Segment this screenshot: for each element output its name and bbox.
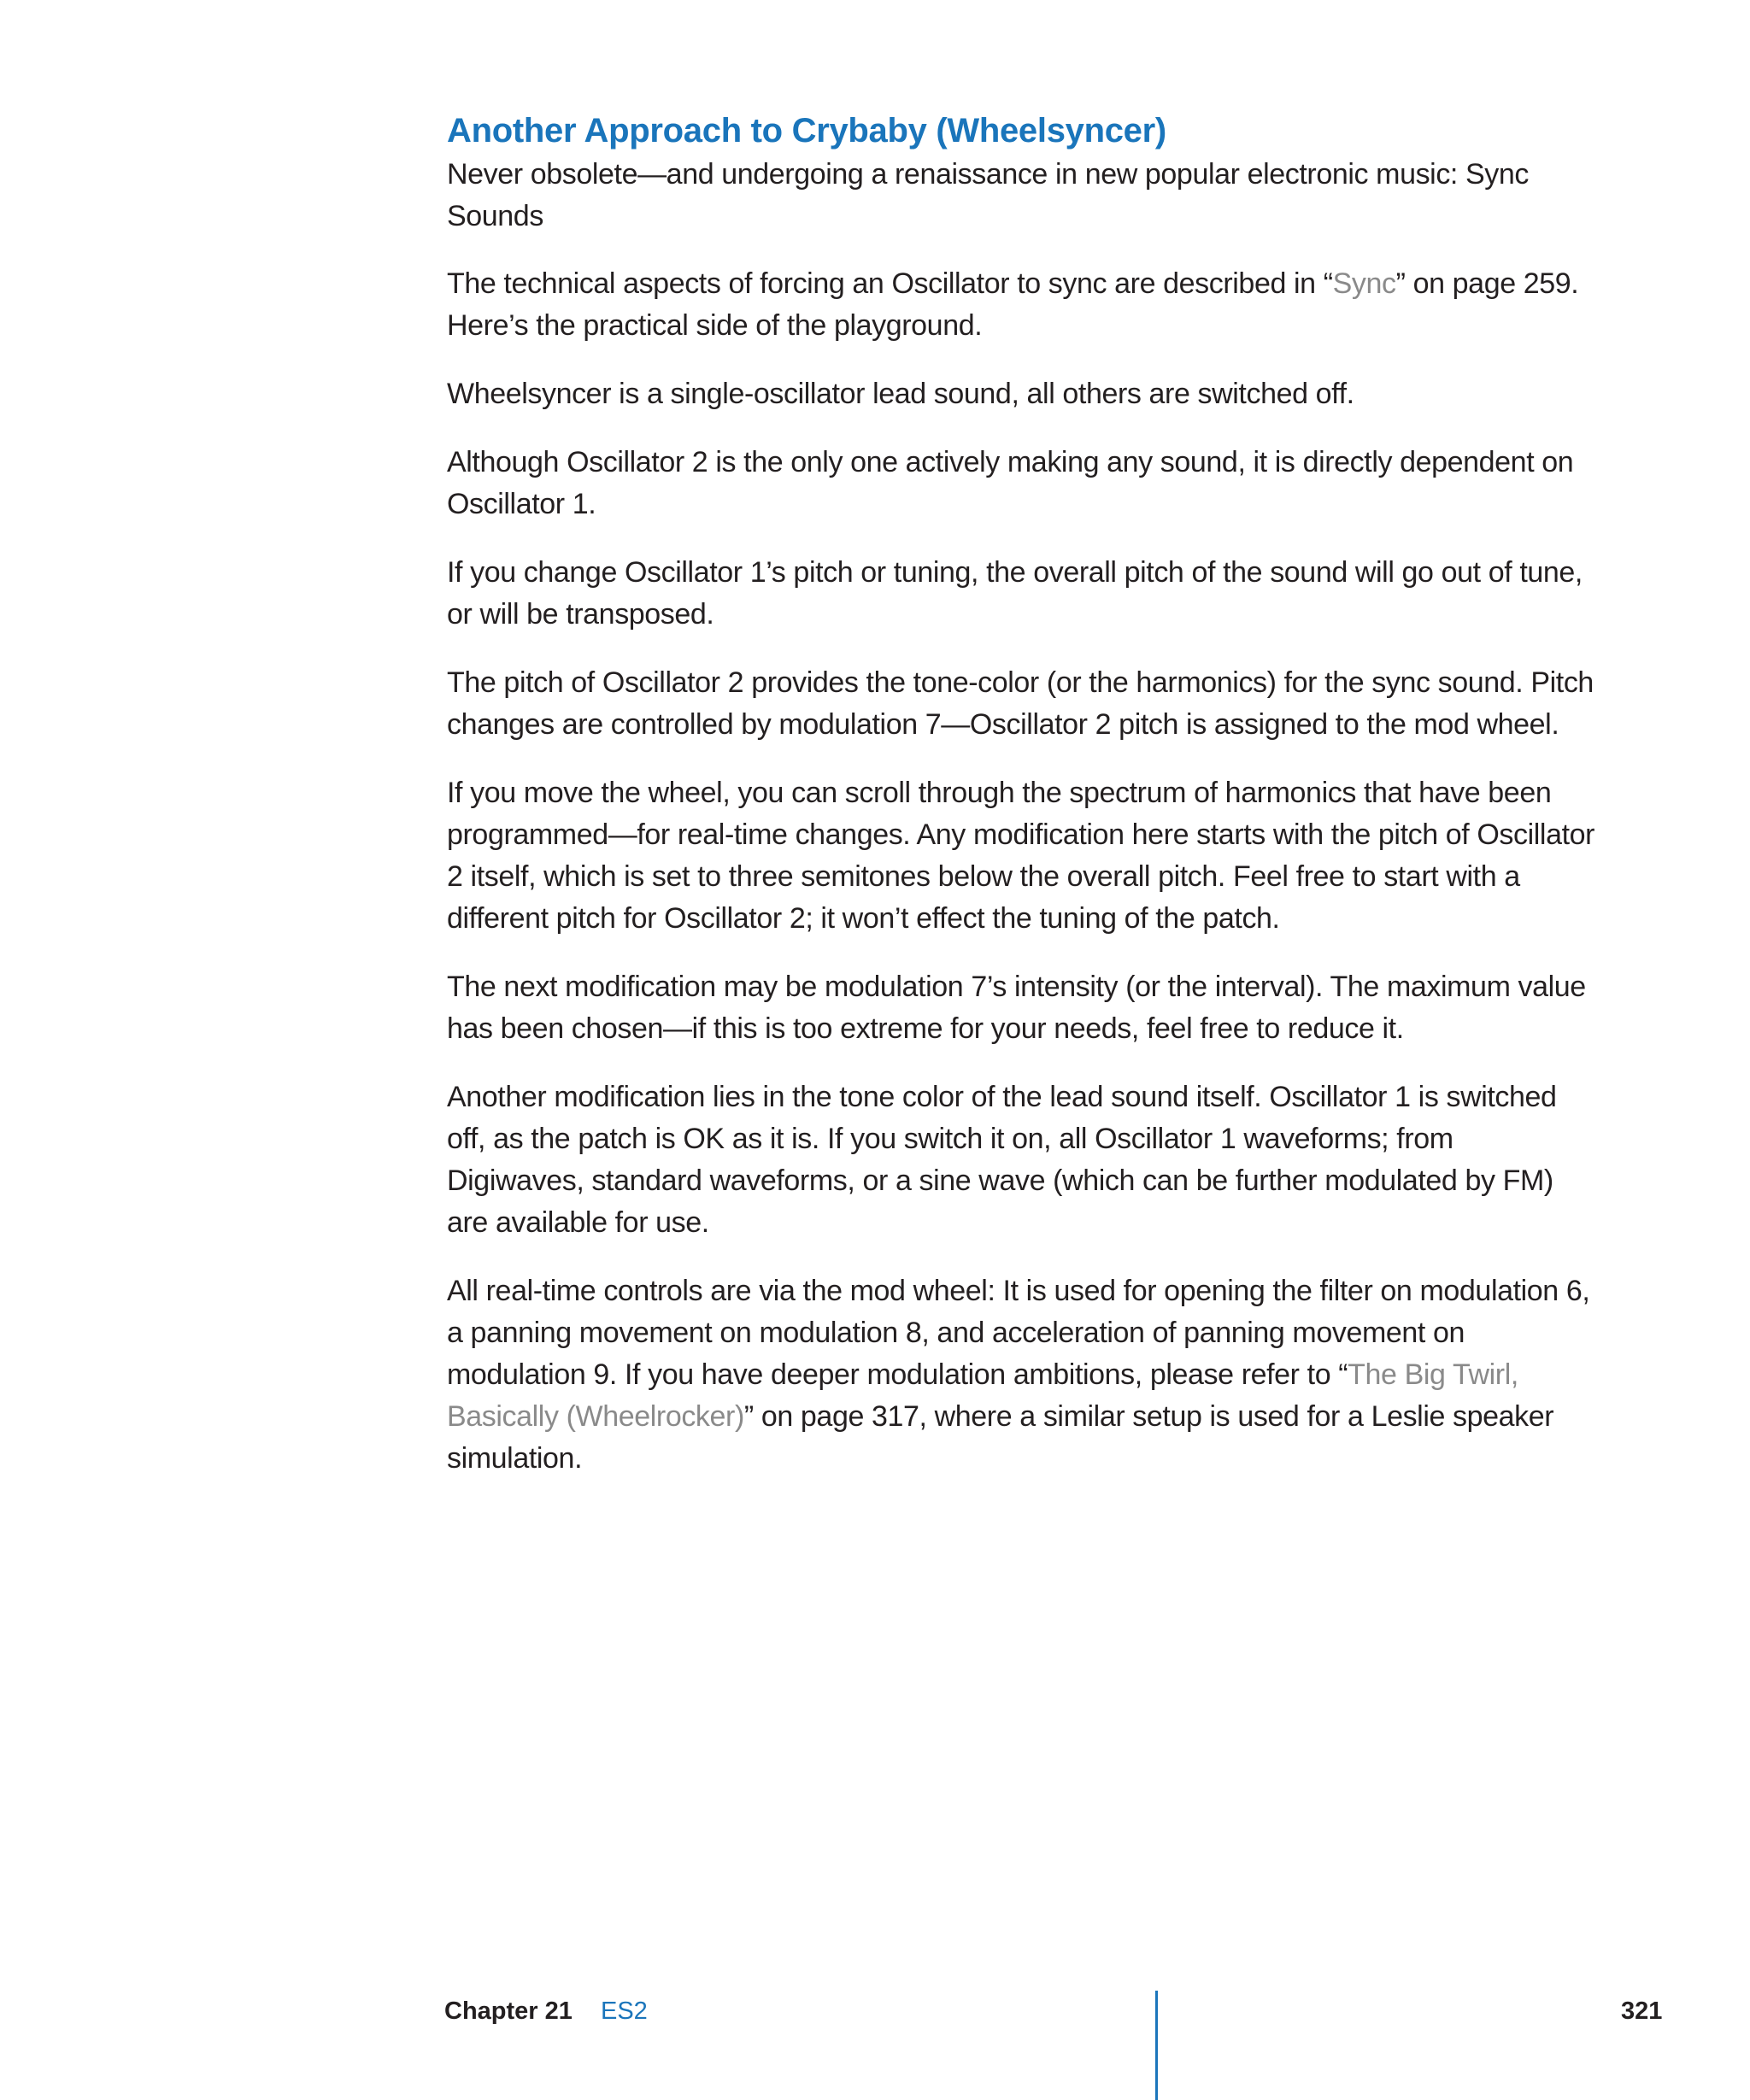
- chapter-title: ES2: [601, 1997, 648, 2025]
- chapter-label: Chapter 21: [444, 1997, 573, 2025]
- paragraph-pitch-tuning: If you change Oscillator 1’s pitch or tuning, the overall pitch of the sound will go out of tune, or will be transposed.: [447, 556, 1583, 631]
- paragraph-single-oscillator: Wheelsyncer is a single-oscillator lead sound, all others are switched off.: [447, 378, 1354, 410]
- page-content: [447, 108, 1596, 1506]
- paragraph-wheel-harmonics: If you move the wheel, you can scroll through the spectrum of harmonics that have been programmed—for real-time changes. Any modification here starts with the pitch of Oscillator 2 itself, which is set to three semitones below the overall pitch. Feel free to start with a different pitch for Oscillator 2; it won’t effect the tuning of the patch.: [447, 777, 1595, 935]
- paragraph-text: ” on page 317, where a similar setup is used for a Leslie speaker simulation.: [447, 1400, 1554, 1475]
- sync-link[interactable]: Sync: [1332, 267, 1396, 300]
- wheelrocker-link[interactable]: The Big Twirl, Basically (Wheelrocker): [447, 1358, 1518, 1433]
- paragraph-text: ” on page 259. Here’s the practical side of the playground.: [447, 267, 1579, 342]
- paragraph-tone-color: The pitch of Oscillator 2 provides the tone-color (or the harmonics) for the sync sound. Pitch changes are controlled by modulation 7—Oscillator 2 pitch is assigned to the mod wheel.: [447, 666, 1594, 741]
- footer-divider: [1155, 1991, 1158, 2100]
- page-number: 321: [1621, 1997, 1663, 2025]
- paragraph-realtime-controls: [447, 1270, 1596, 1480]
- paragraph-text: The technical aspects of forcing an Oscillator to sync are described in “: [447, 267, 1333, 300]
- paragraph-oscillator-dependency: Although Oscillator 2 is the only one actively making any sound, it is directly dependent on Oscillator 1.: [447, 446, 1574, 520]
- page-footer: [444, 1994, 1666, 2037]
- paragraph-sync-reference: [447, 263, 1596, 347]
- section-subtitle: Never obsolete—and undergoing a renaissance in new popular electronic music: Sync Sounds: [447, 158, 1530, 232]
- paragraph-modulation-intensity: The next modification may be modulation 7’s intensity (or the interval). The maximum value has been chosen—if this is too extreme for your needs, feel free to reduce it.: [447, 971, 1586, 1045]
- paragraph-text: All real-time controls are via the mod wheel: It is used for opening the filter on modulation 6, a panning movement on modulation 8, and acceleration of panning movement on modulation 9. If you have deeper modulation ambitions, please refer to “: [447, 1275, 1590, 1391]
- section-heading: Another Approach to Crybaby (Wheelsyncer): [447, 112, 1166, 150]
- paragraph-lead-tone-color: Another modification lies in the tone color of the lead sound itself. Oscillator 1 is switched off, as the patch is OK as it is. If you switch it on, all Oscillator 1 waveforms; from Digiwaves, standard waveforms, or a sine wave (which can be further modulated by FM) are available for use.: [447, 1081, 1557, 1239]
